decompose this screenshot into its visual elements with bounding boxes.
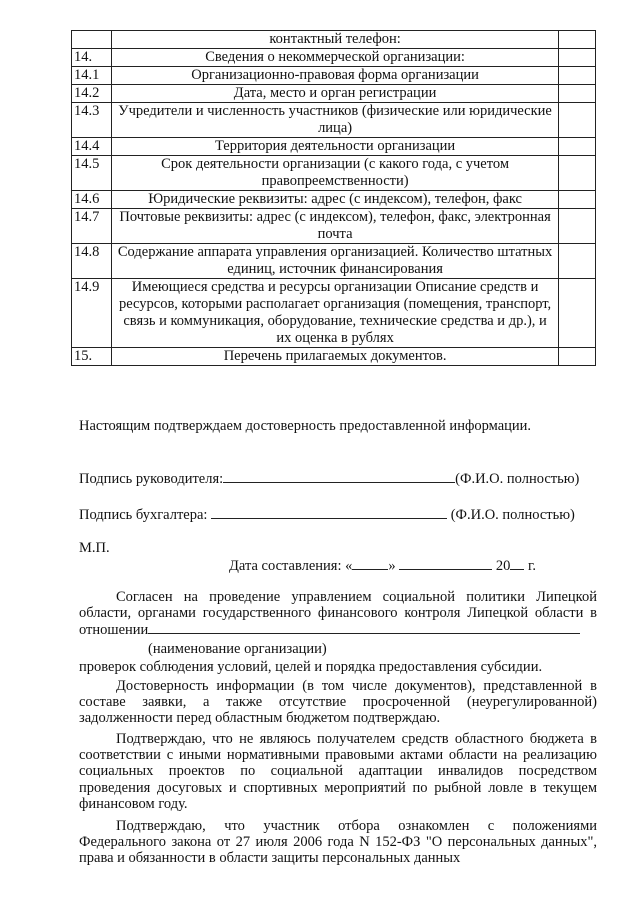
row-description: Территория деятельности организации [112, 138, 559, 156]
date-year-prefix: 20 [495, 558, 511, 574]
reliability-paragraph [79, 678, 597, 727]
head-signature-field[interactable] [223, 470, 455, 483]
personal-data-text: Подтверждаю, что участник отбора ознакомлен с положениями Федерального закона от 27 июля 2006 года N 152-ФЗ "О персональных данных", права и обязанности в области защиты персональных данных [79, 818, 597, 867]
row-description: Имеющиеся средства и ресурсы организации Описание средств и ресурсов, которыми располагает организация (помещения, транспорт, связь и коммуникация, оборудование, технические средства и др.), и их оценка в рублях [112, 279, 559, 348]
row-value-cell[interactable] [559, 191, 596, 209]
organization-info-table [71, 30, 596, 366]
row-number: 14.3 [72, 103, 112, 138]
table-row [72, 138, 596, 156]
table-row [72, 85, 596, 103]
not-recipient-paragraph [79, 731, 597, 812]
accountant-signature-line [79, 506, 575, 524]
table-row [72, 156, 596, 191]
accountant-signature-label: Подпись бухгалтера: [79, 507, 208, 523]
row-number: 14.2 [72, 85, 112, 103]
row-value-cell[interactable] [559, 279, 596, 348]
row-number: 14.8 [72, 244, 112, 279]
row-number: 14.7 [72, 209, 112, 244]
confirm-statement: Настоящим подтверждаем достоверность предоставленной информации. [79, 418, 532, 434]
table-row [72, 191, 596, 209]
row-value-cell[interactable] [559, 138, 596, 156]
row-number: 14.6 [72, 191, 112, 209]
row-number: 14.5 [72, 156, 112, 191]
row-number: 14.9 [72, 279, 112, 348]
row-number: 14.1 [72, 67, 112, 85]
row-value-cell[interactable] [559, 348, 596, 366]
row-description: контактный телефон: [112, 31, 559, 49]
table-row [72, 31, 596, 49]
table-row [72, 49, 596, 67]
row-number: 14. [72, 49, 112, 67]
not-recipient-text: Подтверждаю, что не являюсь получателем средств областного бюджета в соответствии с иными нормативными правовыми актами области на реализацию социальных проектов по социальной адаптации инвалидов посредством проведения досуговых и спортивных мероприятий по рыбной ловле в текущем финансовом году. [79, 731, 597, 812]
reliability-text: Достоверность информации (в том числе документов), представленной в составе заявки, а также отсутствие просроченной (неурегулированной) задолженности перед областным бюджетом подтверждаю. [79, 678, 597, 727]
date-label: Дата составления: « [229, 558, 353, 574]
row-description: Почтовые реквизиты: адрес (с индексом), телефон, факс, электронная почта [112, 209, 559, 244]
row-description: Учредители и численность участников (физические или юридические лица) [112, 103, 559, 138]
head-fio-hint: (Ф.И.О. полностью) [455, 471, 580, 487]
row-description: Юридические реквизиты: адрес (с индексом), телефон, факс [112, 191, 559, 209]
consent-paragraph [79, 589, 597, 639]
head-signature-label: Подпись руководителя: [79, 471, 224, 487]
row-value-cell[interactable] [559, 244, 596, 279]
personal-data-paragraph [79, 818, 597, 867]
row-value-cell[interactable] [559, 156, 596, 191]
row-description: Дата, место и орган регистрации [112, 85, 559, 103]
org-name-field[interactable] [148, 621, 580, 634]
row-value-cell[interactable] [559, 85, 596, 103]
date-day-field[interactable] [352, 557, 388, 570]
row-description: Содержание аппарата управления организацией. Количество штатных единиц, источник финансирования [112, 244, 559, 279]
date-quote-close: » [388, 558, 396, 574]
consent-text: Согласен на проведение управлением социальной политики Липецкой области, органами государственного финансового контроля Липецкой области в отношении [79, 589, 597, 639]
consent-continuation: проверок соблюдения условий, целей и порядка предоставления субсидии. [79, 659, 543, 675]
stamp-place: М.П. [79, 540, 110, 556]
org-name-hint: (наименование организации) [148, 641, 327, 657]
head-signature-line [79, 470, 579, 488]
row-value-cell[interactable] [559, 49, 596, 67]
date-year-suffix: г. [528, 558, 536, 574]
row-value-cell[interactable] [559, 103, 596, 138]
table-row [72, 244, 596, 279]
row-number [72, 31, 112, 49]
accountant-signature-field[interactable] [211, 506, 447, 519]
row-value-cell[interactable] [559, 31, 596, 49]
date-line [229, 557, 536, 575]
row-number: 14.4 [72, 138, 112, 156]
table-row [72, 279, 596, 348]
date-year-field[interactable] [510, 557, 524, 570]
table-row [72, 103, 596, 138]
row-number: 15. [72, 348, 112, 366]
table-row [72, 67, 596, 85]
row-value-cell[interactable] [559, 67, 596, 85]
row-value-cell[interactable] [559, 209, 596, 244]
row-description: Сведения о некоммерческой организации: [112, 49, 559, 67]
row-description: Срок деятельности организации (с какого года, с учетом правопреемственности) [112, 156, 559, 191]
table-row [72, 348, 596, 366]
accountant-fio-hint: (Ф.И.О. полностью) [450, 507, 575, 523]
table-row [72, 209, 596, 244]
row-description: Перечень прилагаемых документов. [112, 348, 559, 366]
row-description: Организационно-правовая форма организации [112, 67, 559, 85]
date-month-field[interactable] [399, 557, 492, 570]
